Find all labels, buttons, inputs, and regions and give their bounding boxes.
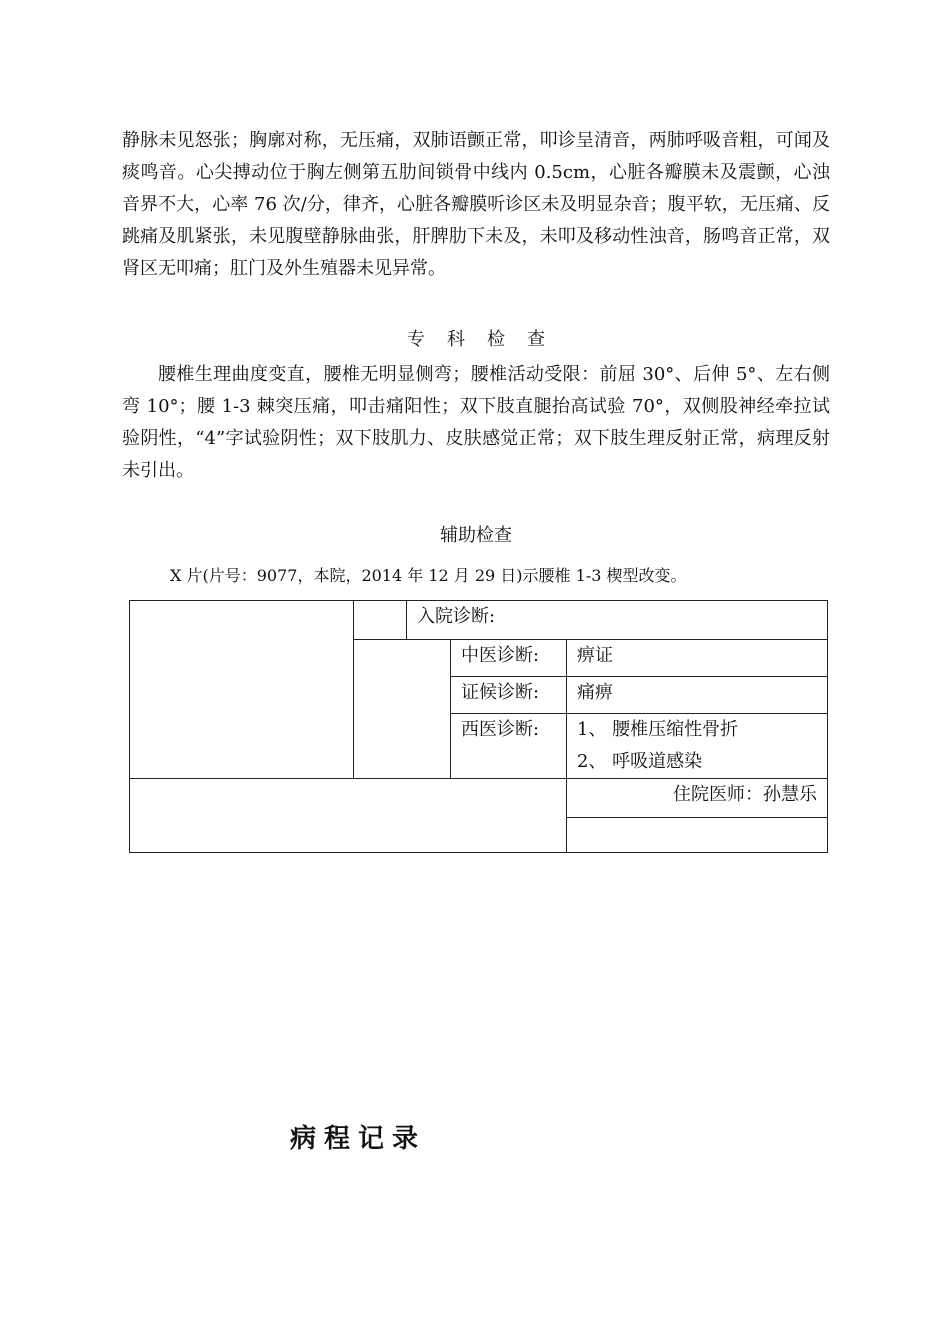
syndrome-diagnosis-label: 证候诊断: — [451, 677, 567, 714]
auxiliary-exam-heading: 辅助检查 — [440, 525, 512, 546]
progress-notes-title: 病程记录 — [290, 1124, 427, 1154]
diagnosis-table — [129, 600, 828, 853]
western-diagnosis-item: 1、 腰椎压缩性骨折 — [577, 719, 739, 740]
diagnosis-blank-cell — [130, 779, 567, 853]
admission-diagnosis-label: 入院诊断: — [407, 601, 828, 640]
western-diagnosis-value — [567, 714, 828, 779]
specialty-exam-paragraph: 腰椎生理曲度变直，腰椎无明显侧弯；腰椎活动受限：前屈 30°、后伸 5°、左右侧弯 10°；腰 1-3 棘突压痛，叩击痛阳性；双下肢直腿抬高试验 70°，双侧股神经牵拉试验阴性，“4”字试验阴性；双下肢肌力、皮肤感觉正常；双下肢生理反射正常，病理反射未引出。 — [122, 364, 830, 481]
diagnosis-blank-cell — [354, 601, 407, 640]
resident-physician: 住院医师：孙慧乐 — [567, 779, 828, 818]
diagnosis-blank-cell — [567, 818, 828, 853]
tcm-diagnosis-value: 痹证 — [567, 640, 828, 677]
specialty-exam-heading: 专科检查 — [407, 329, 567, 350]
western-diagnosis-label: 西医诊断: — [451, 714, 567, 779]
diagnosis-blank-cell — [354, 640, 451, 779]
xray-result: X 片(片号：9077，本院，2014 年 12 月 29 日)示腰椎 1-3 楔型改变。 — [170, 566, 687, 585]
syndrome-diagnosis-value: 痛痹 — [567, 677, 828, 714]
physical-exam-paragraph: 静脉未见怒张；胸廓对称，无压痛，双肺语颤正常，叩诊呈清音，两肺呼吸音粗，可闻及痰鸣音。心尖搏动位于胸左侧第五肋间锁骨中线内 0.5cm，心脏各瓣膜未及震颤，心浊音界不大，心率 76 次/分，律齐，心脏各瓣膜听诊区未及明显杂音；腹平软，无压痛、反跳痛及肌紧张，未见腹壁静脉曲张，肝脾肋下未及，未叩及移动性浊音，肠鸣音正常，双肾区无叩痛；肛门及外生殖器未见异常。 — [122, 130, 830, 279]
diagnosis-blank-cell — [130, 601, 354, 779]
tcm-diagnosis-label: 中医诊断: — [451, 640, 567, 677]
western-diagnosis-item: 2、 呼吸道感染 — [577, 751, 703, 772]
